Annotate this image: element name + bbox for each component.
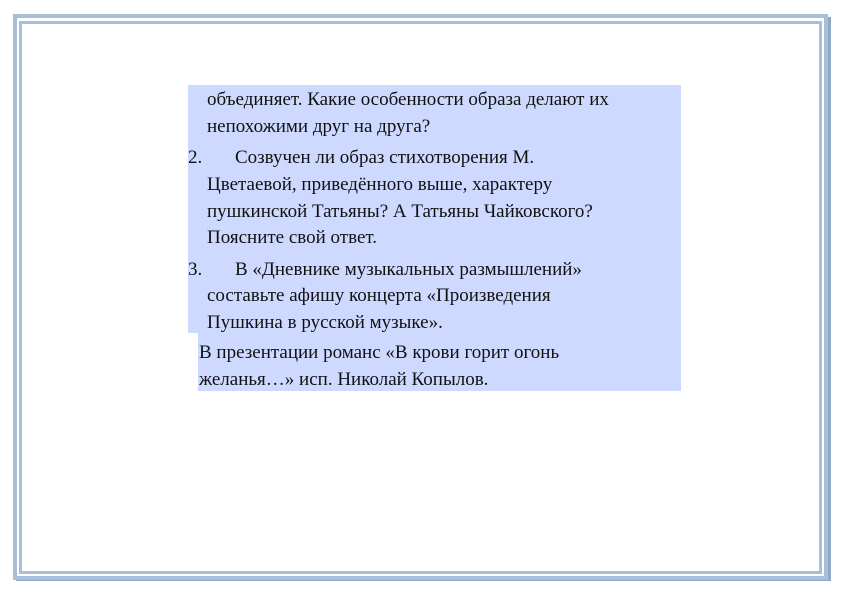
- continuation-line-1: объединяет. Какие особенности образа делают их: [207, 89, 609, 110]
- item-3-line-3: Пушкина в русской музыке».: [207, 312, 443, 333]
- note-line-2: желанья…» исп. Николай Копылов.: [199, 369, 489, 390]
- frame-shadow-right: [828, 17, 831, 581]
- item-2-line-2: Цветаевой, приведённого выше, характеру: [207, 174, 553, 195]
- item-2-line-3: пушкинской Татьяны? А Татьяны Чайковского?: [207, 201, 593, 222]
- item-3-line-1: В «Дневнике музыкальных размышлений»: [235, 259, 582, 280]
- item-3-line-2: составьте афишу концерта «Произведения: [207, 285, 551, 306]
- item-3-number: 3.: [188, 259, 203, 280]
- item-2-line-4: Поясните свой ответ.: [207, 227, 378, 248]
- note-line-1: В презентации романс «В крови горит огонь: [199, 342, 560, 363]
- item-2-line-1: Созвучен ли образ стихотворения М.: [235, 147, 535, 168]
- item-2-number: 2.: [188, 147, 203, 168]
- continuation-line-2: непохожими друг на друга?: [207, 116, 431, 137]
